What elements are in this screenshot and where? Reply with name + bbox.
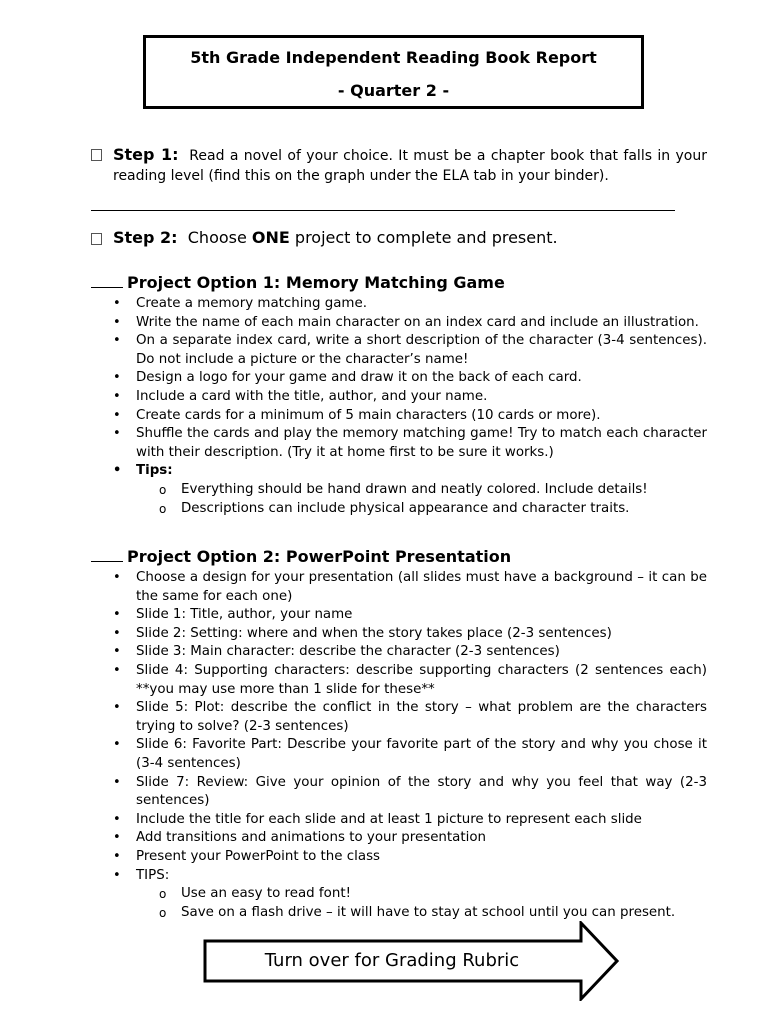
option1-blank[interactable] [91,273,123,288]
option1-title: Project Option 1: Memory Matching Game [127,273,505,292]
option1-heading [91,273,505,293]
title-box [143,35,644,109]
option2-heading [91,547,511,567]
tips-label: • Tips: [113,462,707,481]
step2-text-bold: ONE [251,228,290,247]
list-item: • Present your PowerPoint to the class [113,848,707,867]
option2-title: Project Option 2: PowerPoint Presentation [127,547,512,566]
step2-text-before: Choose [187,228,252,247]
tips-label: • TIPS: [113,867,707,886]
tip-item: o Save on a flash drive – it will have to stay at school until you can present. [113,904,707,923]
list-item: • On a separate index card, write a short description of the character (3-4 sentences). Do not include a picture or the character’s name! [113,332,707,369]
arrow-text: Turn over for Grading Rubric [264,950,520,971]
tip-item: o Descriptions can include physical appearance and character traits. [113,500,707,519]
tip-item: o Use an easy to read font! [113,885,707,904]
list-item: • Include the title for each slide and at least 1 picture to represent each slide [113,811,707,830]
option1-list [113,295,707,518]
list-item: • Slide 6: Favorite Part: Describe your favorite part of the story and why you chose it (3-4 sentences) [113,736,707,773]
step1-checkbox[interactable] [91,149,102,161]
list-item: • Design a logo for your game and draw it on the back of each card. [113,369,707,388]
page-title: 5th Grade Independent Reading Book Report [190,48,597,67]
list-item: • Write the name of each main character on an index card and include an illustration. [113,314,707,333]
option2-blank[interactable] [91,547,123,562]
list-item: • Choose a design for your presentation (all slides must have a background – it can be the same for each one) [113,569,707,606]
list-item: • Slide 4: Supporting characters: describe supporting characters (2 sentences each) **you may use more than 1 slide for these** [113,662,707,699]
step2-label: Step 2: [113,228,178,247]
list-item: • Slide 1: Title, author, your name [113,606,707,625]
step2-text-after: project to complete and present. [289,228,558,247]
list-item: • Include a card with the title, author, and your name. [113,388,707,407]
step1-text: Read a novel of your choice. It must be a chapter book that falls in your reading level (find this on the graph under the ELA tab in your binder). [113,148,708,184]
divider-line [91,210,675,211]
step2-paragraph [113,228,558,248]
list-item: • Shuffle the cards and play the memory matching game! Try to match each character with their description. (Try it at home first to be sure it works.) [113,425,707,462]
step1-label: Step 1: [113,145,179,164]
list-item: • Slide 3: Main character: describe the character (2-3 sentences) [113,643,707,662]
list-item: • Slide 5: Plot: describe the conflict in the story – what problem are the characters trying to solve? (2-3 sentences) [113,699,707,736]
list-item: • Slide 7: Review: Give your opinion of the story and why you feel that way (2-3 sentences) [113,774,707,811]
page-subtitle: - Quarter 2 - [337,81,450,100]
list-item: • Create a memory matching game. [113,295,707,314]
tip-item: o Everything should be hand drawn and neatly colored. Include details! [113,481,707,500]
list-item: • Add transitions and animations to your presentation [113,829,707,848]
option2-list [113,569,707,922]
list-item: • Slide 2: Setting: where and when the story takes place (2-3 sentences) [113,625,707,644]
step2-checkbox[interactable] [91,233,102,245]
list-item: • Create cards for a minimum of 5 main characters (10 cards or more). [113,407,707,426]
turn-over-arrow [203,921,619,1001]
step1-paragraph [113,145,707,186]
